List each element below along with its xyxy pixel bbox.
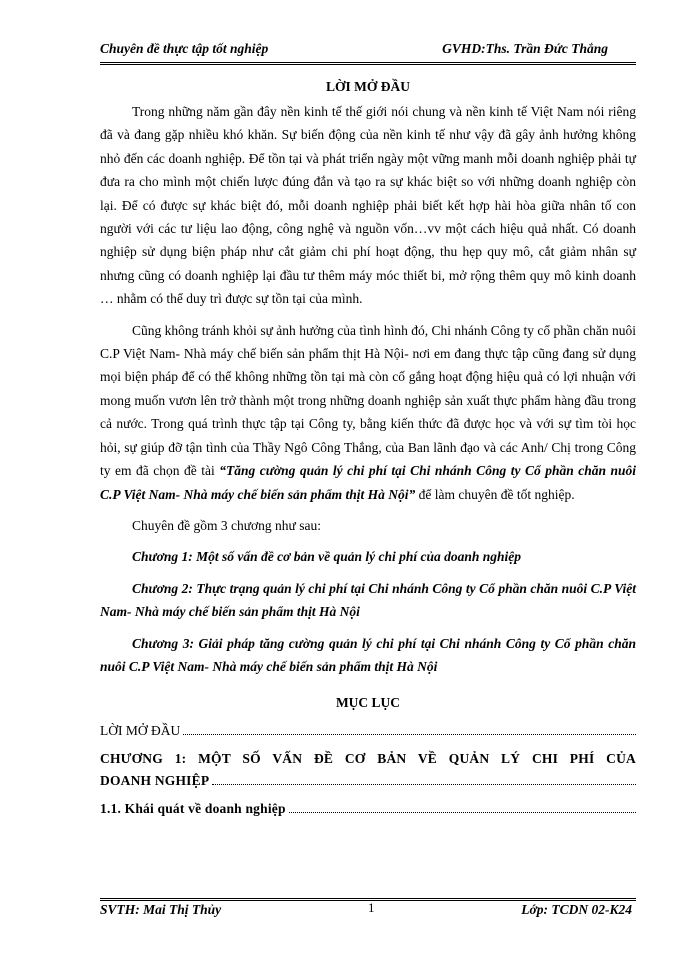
- footer-student: SVTH: Mai Thị Thủy: [100, 902, 222, 917]
- chapter-3: Chương 3: Giải pháp tăng cường quản lý chi phí tại Chi nhánh Công ty Cổ phần chăn nuôi C.P Việt Nam- Nhà máy chế biến sản phẩm thịt Hà Nội: [100, 635, 636, 674]
- page-header: [100, 41, 636, 63]
- thesis-topic: “Tăng cường quản lý chi phí tại Chi nhánh Công ty Cổ phần chăn nuôi C.P Việt Nam- Nhà máy chế biến sản phẩm thịt Hà Nội”: [100, 463, 637, 502]
- toc-entry-label: CHƯƠNG 1: MỘT SỐ VẤN ĐỀ CƠ BẢN VỀ QUẢN LÝ CHI PHÍ CỦA: [100, 751, 636, 767]
- toc-title: MỤC LỤC: [335, 695, 401, 711]
- page-footer: [100, 902, 636, 924]
- toc-entry-label: LỜI MỞ ĐẦU: [100, 723, 181, 739]
- toc-dot-leader: [212, 770, 636, 785]
- paragraph-2-text: Cũng không tránh khỏi sự ảnh hưởng của tình hình đó, Chi nhánh Công ty cổ phần chăn nuôi C.P Việt Nam- Nhà máy chế biến sản phẩm thịt Hà Nội- nơi em đang thực tập cũng đang sử dụng mọi biện pháp để có thể không những tồn tại mà còn cố gắng hoạt động hiệu quả có lợi nhuận với mong muốn vươn lên trở thành một trong những doanh nghiệp sản xuất thực phẩm hàng đầu trong cả nước. Trong quá trình thực tập tại Công ty, bằng kiến thức đã được học và với sự tìm tòi học hỏi, sự giúp đỡ tận tình của Thầy Ngô Công Thắng, của Ban lãnh đạo và các Anh/ Chị trong Công ty em đã chọn đề tài: [100, 322, 636, 479]
- toc-entry-intro[interactable]: [100, 720, 636, 742]
- toc-dot-leader: [183, 720, 636, 735]
- header-supervisor: GVHD:Ths. Trần Đức Thắng: [442, 41, 608, 56]
- footer-class: Lớp: TCDN 02-K24: [521, 902, 632, 917]
- toc-entry-label: 1.1. Khái quát về doanh nghiệp: [100, 801, 286, 817]
- toc-dot-leader: [289, 798, 636, 813]
- chapters-intro: Chuyên đề gồm 3 chương như sau:: [132, 517, 321, 533]
- paragraph-2-end: để làm chuyên đề tốt nghiệp.: [415, 486, 575, 502]
- chapter-1: Chương 1: Một số vấn đề cơ bản về quản lý chi phí của doanh nghiệp: [132, 549, 521, 565]
- toc-entry-section-1-1[interactable]: [100, 798, 636, 820]
- page-body: [100, 74, 636, 820]
- page-number: 1: [368, 900, 375, 915]
- chapter-2: Chương 2: Thực trạng quản lý chi phí tại Chi nhánh Công ty Cổ phần chăn nuôi C.P Việt Nam- Nhà máy chế biến sản phẩm thịt Hà Nội: [100, 580, 636, 620]
- header-course-title: Chuyên đề thực tập tốt nghiệp: [100, 41, 269, 56]
- intro-paragraph-2: [100, 319, 636, 506]
- toc-entry-chapter-1[interactable]: [100, 748, 636, 792]
- toc-entry-label-continued: DOANH NGHIỆP: [100, 773, 210, 789]
- header-rule: [100, 62, 636, 65]
- intro-paragraph-1: Trong những năm gần đây nền kinh tế thế giới nói chung và nền kinh tế Việt Nam nói riêng đã và đang gặp nhiều khó khăn. Sự biến động của nền kinh tế như vậy đã gây ảnh hưởng không nhỏ đến các doanh nghiệp. Để tồn tại và phát triển ngày một vững manh mỗi doanh nghiệp phải tự đưa ra cho mình một chiến lược đúng đắn và tạo ra sự khác biệt so với những doanh nghiệp còn lại. Để có được sự khác biệt đó, mỗi doanh nghiệp phải biết kết hợp hài hòa giữa nhân tố con người với các tư liệu lao động, công nghệ và nguồn vốn…vv một cách hiệu quả nhất. Có doanh nghiệp sử dụng biện pháp như cắt giảm chi phí hoạt động, thu hẹp quy mô, cắt giảm nhân sự nhưng cũng có doanh nghiệp lại đầu tư thêm máy móc thiết bi, mở rộng thêm quy mô kinh doanh … nhằm có thể duy trì được sự tồn tại của mình.: [100, 104, 636, 307]
- page-title: LỜI MỞ ĐẦU: [326, 79, 410, 94]
